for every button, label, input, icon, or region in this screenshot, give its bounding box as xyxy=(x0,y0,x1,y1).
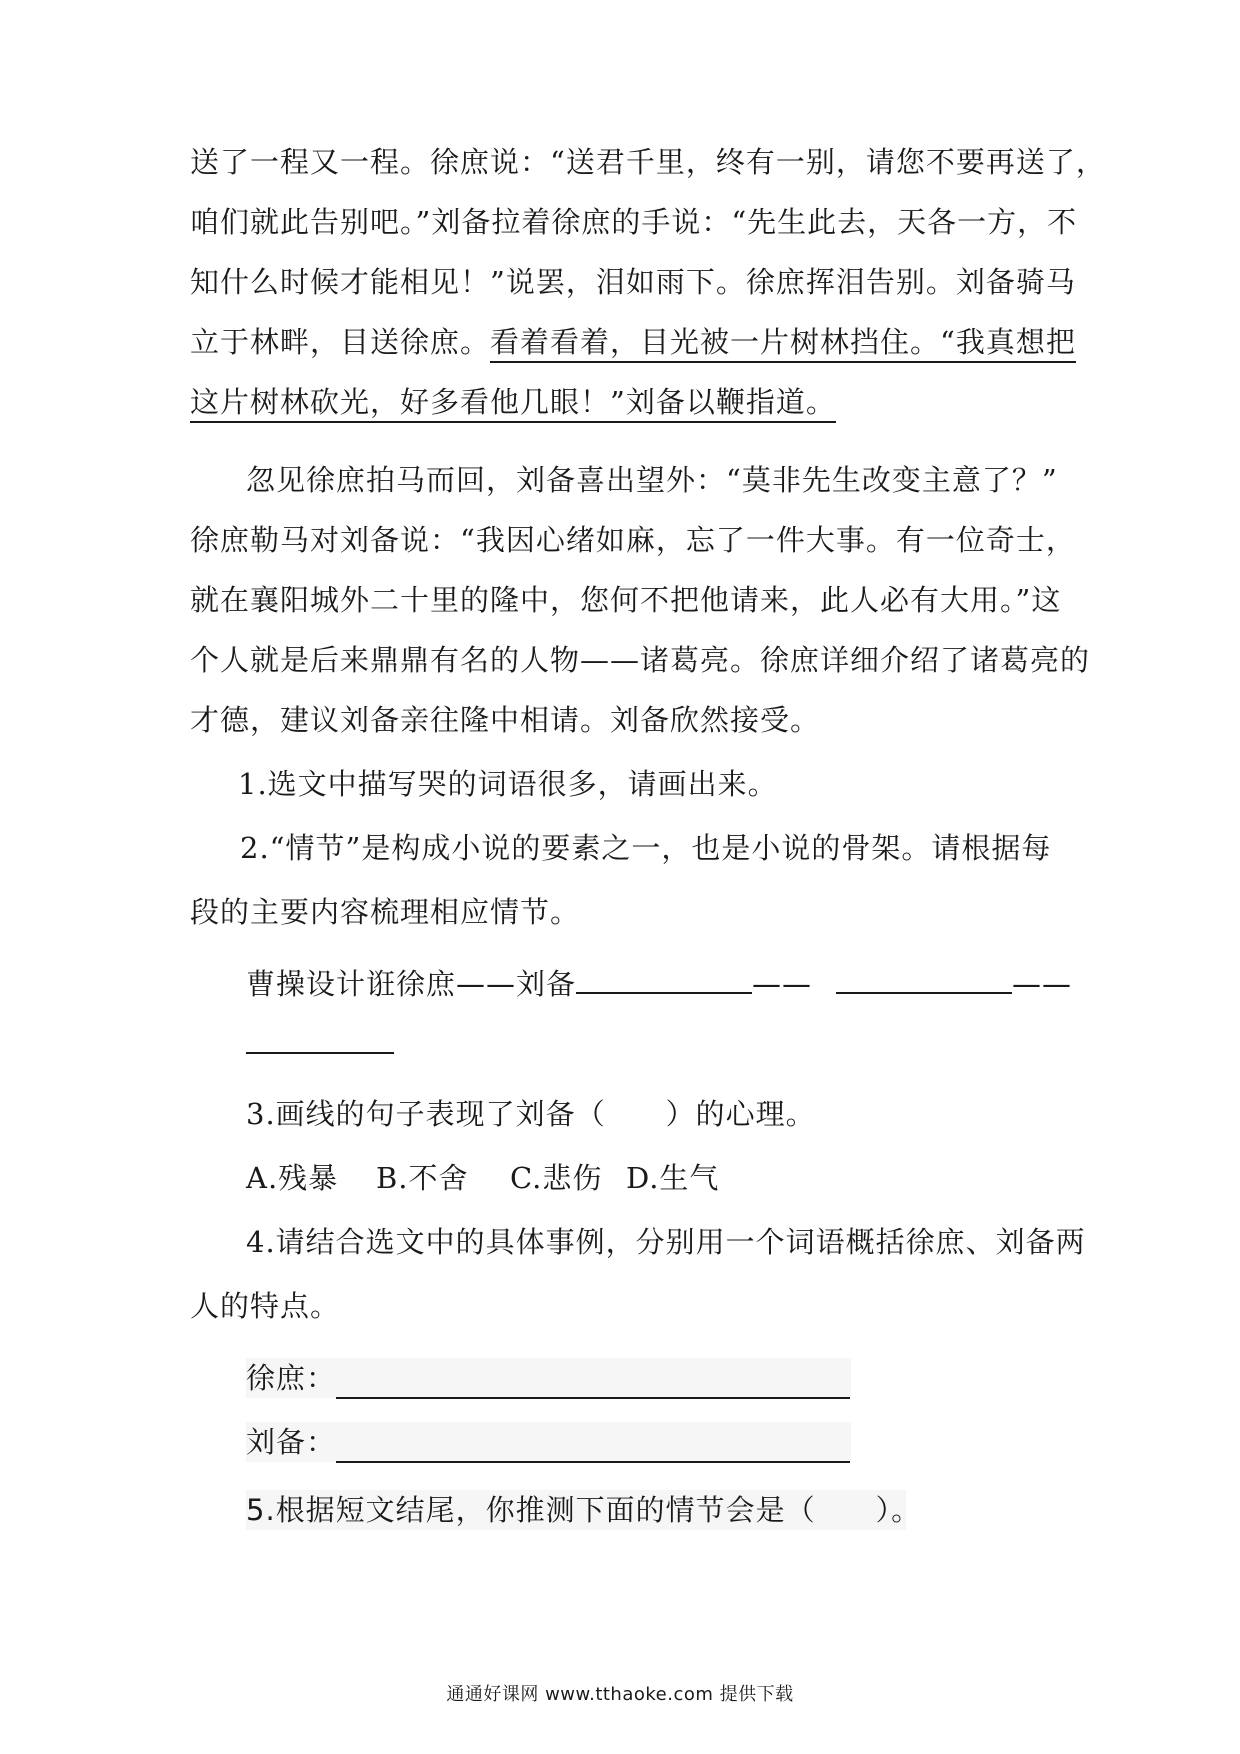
answer-blank[interactable] xyxy=(836,992,1012,994)
footer-source: 通通好课网 www.tthaoke.com 提供下载 xyxy=(446,1684,794,1705)
plot-dash: —— xyxy=(752,967,813,1001)
passage-line: 个人就是后来鼎鼎有名的人物——诸葛亮。徐庶详细介绍了诸葛亮的 xyxy=(190,643,1091,677)
plot-dash: —— xyxy=(1012,967,1073,1001)
answer-row-liu xyxy=(246,1422,851,1462)
passage-line xyxy=(190,382,1070,422)
option-b[interactable]: B.不舍 xyxy=(376,1161,469,1195)
question-2-text: 段的主要内容梳理相应情节。 xyxy=(190,895,581,929)
passage-line: 送了一程又一程。徐庶说：“送君千里，终有一别，请您不要再送了， xyxy=(190,145,1106,179)
plot-prefix: 曹操设计诳徐庶——刘备 xyxy=(246,967,577,1001)
passage-line: 就在襄阳城外二十里的隆中，您何不把他请来，此人必有大用。”这 xyxy=(190,583,1062,617)
question-4-text: 4.请结合选文中的具体事例，分别用一个词语概括徐庶、刘备两 xyxy=(246,1225,1086,1259)
option-a[interactable]: A.残暴 xyxy=(246,1161,339,1195)
answer-row-xu xyxy=(246,1358,851,1398)
answer-blank[interactable] xyxy=(576,992,752,994)
answer-blank[interactable] xyxy=(246,1052,394,1054)
passage-line: 知什么时候才能相见！”说罢，泪如雨下。徐庶挥泪告别。刘备骑马 xyxy=(190,265,1076,299)
question-3: 3.画线的句子表现了刘备（ ）的心理。 xyxy=(246,1097,816,1131)
underlined-sentence: 这片树林砍光，好多看他几眼！”刘备以鞭指道。 xyxy=(190,385,836,423)
passage-line: 才德，建议刘备亲往隆中相请。刘备欣然接受。 xyxy=(190,703,821,737)
passage-line: 咱们就此告别吧。”刘备拉着徐庶的手说：“先生此去，天各一方，不 xyxy=(190,205,1078,239)
underlined-sentence: 看着看着，目光被一片树林挡住。“我真想把 xyxy=(490,325,1076,363)
question-4-text: 人的特点。 xyxy=(190,1289,341,1323)
label-liu-bei: 刘备： xyxy=(246,1425,337,1459)
passage-line: 忽见徐庶拍马而回，刘备喜出望外：“莫非先生改变主意了？” xyxy=(246,463,1058,497)
passage-line: 徐庶勒马对刘备说：“我因心绪如麻，忘了一件大事。有一位奇士， xyxy=(190,523,1076,557)
question-2-text: 2.“情节”是构成小说的要素之一，也是小说的骨架。请根据每 xyxy=(240,831,1052,865)
plot-outline xyxy=(246,964,1126,1004)
question-5: 5.根据短文结尾，你推测下面的情节会是（ ）。 xyxy=(246,1490,906,1530)
answer-line-xu[interactable] xyxy=(336,1397,850,1399)
question-3-options xyxy=(246,1158,1126,1198)
option-c[interactable]: C.悲伤 xyxy=(510,1161,603,1195)
label-xu-shu: 徐庶： xyxy=(246,1361,337,1395)
answer-line-liu[interactable] xyxy=(336,1461,850,1463)
option-d[interactable]: D.生气 xyxy=(626,1161,720,1195)
passage-text: 立于林畔，目送徐庶。 xyxy=(190,325,491,359)
question-1: 1.选文中描写哭的词语很多，请画出来。 xyxy=(238,767,778,801)
passage-line xyxy=(190,322,1076,362)
